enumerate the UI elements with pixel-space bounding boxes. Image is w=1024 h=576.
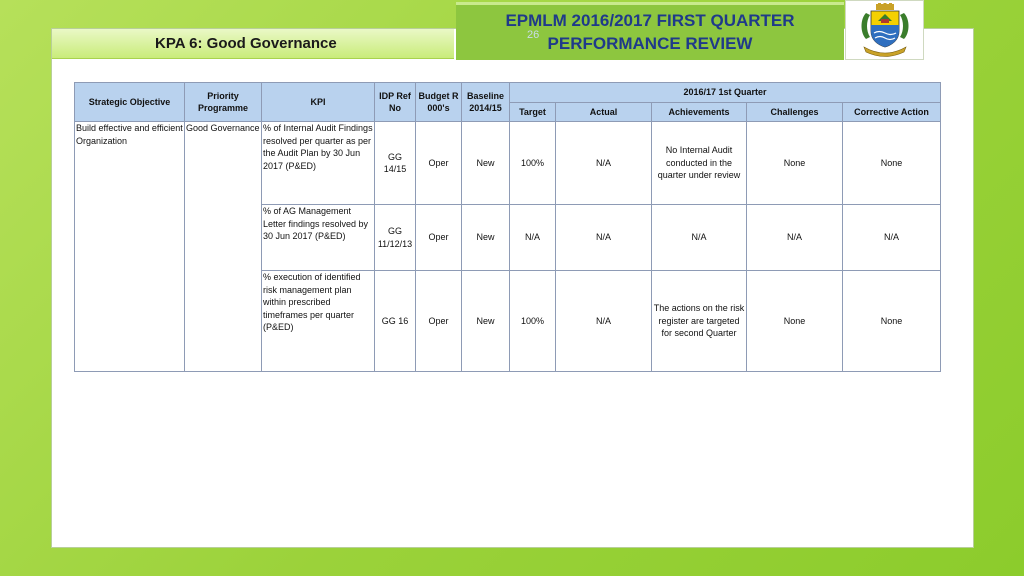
target-cell: 100% xyxy=(510,122,556,205)
challenges-cell: None xyxy=(747,271,843,372)
target-cell: 100% xyxy=(510,271,556,372)
header-target: Target xyxy=(510,103,556,122)
kpa-banner xyxy=(52,29,454,59)
challenges-cell: N/A xyxy=(747,205,843,271)
kpi-cell: % execution of identified risk management plan within prescribed timeframes per quarter (P&ED) xyxy=(262,271,375,372)
header-quarter-group: 2016/17 1st Quarter xyxy=(510,83,941,103)
priority-programme-cell: Good Governance xyxy=(185,122,262,372)
kpi-cell: % of Internal Audit Findings resolved per quarter as per the Audit Plan by 30 Jun 2017 (P&ED) xyxy=(262,122,375,205)
slide-number: 26 xyxy=(527,29,540,41)
header-priority-programme: Priority Programme xyxy=(185,83,262,122)
header-strategic-objective: Strategic Objective xyxy=(75,83,185,122)
actual-cell: N/A xyxy=(556,205,652,271)
achievements-cell: N/A xyxy=(652,205,747,271)
municipal-coat-of-arms-icon xyxy=(856,3,914,57)
kpa-title: KPA 6: Good Governance xyxy=(155,35,337,52)
header-challenges: Challenges xyxy=(747,103,843,122)
baseline-cell: New xyxy=(462,271,510,372)
corrective-action-cell: None xyxy=(843,271,941,372)
achievements-cell: The actions on the risk register are targeted for second Quarter xyxy=(652,271,747,372)
budget-cell: Oper xyxy=(416,205,462,271)
header-budget: Budget R 000's xyxy=(416,83,462,122)
actual-cell: N/A xyxy=(556,271,652,372)
corrective-action-cell: None xyxy=(843,122,941,205)
table-row xyxy=(75,122,941,205)
kpi-cell: % of AG Management Letter findings resolved by 30 Jun 2017 (P&ED) xyxy=(262,205,375,271)
kpa-table xyxy=(74,82,941,372)
slide-title-line-1: EPMLM 2016/2017 FIRST QUARTER xyxy=(505,11,795,30)
actual-cell: N/A xyxy=(556,122,652,205)
header-actual: Actual xyxy=(556,103,652,122)
budget-cell: Oper xyxy=(416,122,462,205)
baseline-cell: New xyxy=(462,205,510,271)
idp-ref-cell: GG 11/12/13 xyxy=(375,205,416,271)
idp-ref-cell: GG 14/15 xyxy=(375,122,416,205)
achievements-cell: No Internal Audit conducted in the quarter under review xyxy=(652,122,747,205)
header-kpi: KPI xyxy=(262,83,375,122)
header-achievements: Achievements xyxy=(652,103,747,122)
idp-ref-cell: GG 16 xyxy=(375,271,416,372)
strategic-objective-cell: Build effective and efficient Organization xyxy=(75,122,185,372)
slide-title-box xyxy=(456,2,844,60)
challenges-cell: None xyxy=(747,122,843,205)
header-idp-ref: IDP Ref No xyxy=(375,83,416,122)
logo xyxy=(845,0,924,60)
header-baseline: Baseline 2014/15 xyxy=(462,83,510,122)
baseline-cell: New xyxy=(462,122,510,205)
slide-title-line-2: PERFORMANCE REVIEW xyxy=(547,34,753,53)
target-cell: N/A xyxy=(510,205,556,271)
header-corrective-action: Corrective Action xyxy=(843,103,941,122)
corrective-action-cell: N/A xyxy=(843,205,941,271)
budget-cell: Oper xyxy=(416,271,462,372)
